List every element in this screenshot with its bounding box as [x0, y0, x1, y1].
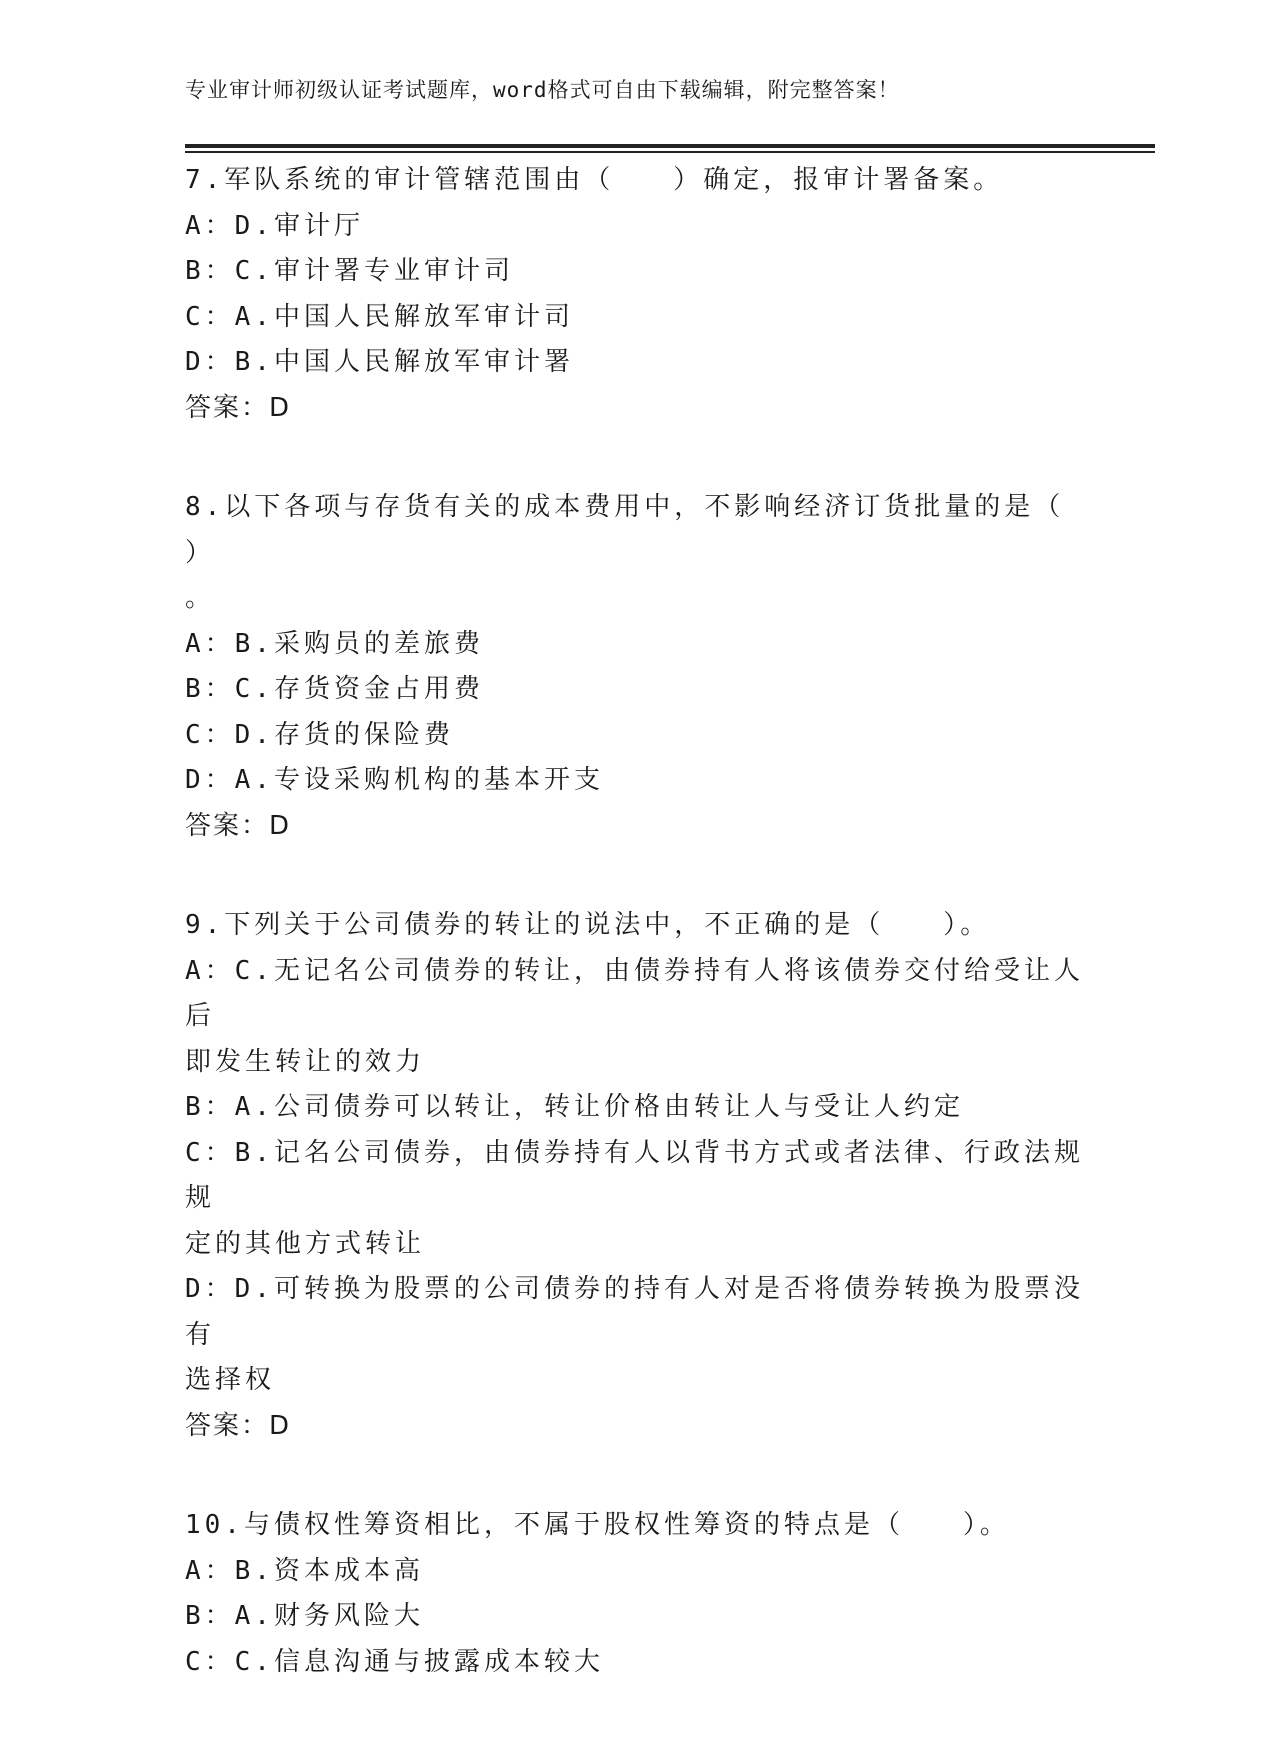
answer-option: C：A.中国人民解放军审计司: [185, 301, 574, 332]
question-block: [185, 903, 1085, 1449]
answer-key: 答案：D: [185, 392, 292, 423]
answer-option: A：B.采购员的差旅费: [185, 628, 484, 659]
answer-option: B：A.财务风险大: [185, 1601, 424, 1631]
question-block: [185, 158, 1085, 431]
answer-key: 答案：D: [185, 810, 292, 841]
answer-option: 选择权: [185, 1365, 276, 1395]
answer-option: A：B.资本成本高: [185, 1555, 424, 1586]
header-rule-thin: [185, 151, 1155, 153]
answer-option: C：B.记名公司债券，由债券持有人以背书方式或者法律、行政法规规: [185, 1137, 1084, 1213]
question-block: [185, 485, 1085, 849]
answer-option: 即发生转让的效力: [185, 1046, 426, 1077]
question-stem: 9.下列关于公司债券的转让的说法中，不正确的是（ ）。: [185, 910, 991, 940]
answer-option: D：B.中国人民解放军审计署: [185, 347, 574, 377]
document-header: 专业审计师初级认证考试题库，word格式可自由下载编辑，附完整答案！: [185, 78, 900, 102]
answer-option: A：D.审计厅: [185, 210, 364, 241]
answer-option: 定的其他方式转让: [185, 1228, 426, 1259]
answer-key: 答案：D: [185, 1410, 292, 1441]
answer-option: B：A.公司债券可以转让，转让价格由转让人与受让人约定: [185, 1092, 964, 1122]
answer-option: D：A.专设采购机构的基本开支: [185, 765, 604, 795]
question-stem: 8.以下各项与存货有关的成本费用中，不影响经济订货批量的是（ ）: [185, 492, 1084, 568]
answer-option: B：C.存货资金占用费: [185, 674, 484, 704]
answer-option: C：C.信息沟通与披露成本较大: [185, 1646, 604, 1677]
question-stem: 。: [185, 583, 216, 613]
question-stem: 10.与债权性筹资相比，不属于股权性筹资的特点是（ ）。: [185, 1510, 1010, 1540]
question-list: [185, 158, 1085, 1739]
question-stem: 7.军队系统的审计管辖范围由（ ）确定，报审计署备案。: [185, 165, 1004, 195]
question-block: [185, 1503, 1085, 1685]
answer-option: B：C.审计署专业审计司: [185, 256, 514, 286]
answer-option: C：D.存货的保险费: [185, 719, 454, 750]
answer-option: D：D.可转换为股票的公司债券的持有人对是否将债券转换为股票没有: [185, 1274, 1084, 1350]
answer-option: A：C.无记名公司债券的转让，由债券持有人将该债券交付给受让人后: [185, 955, 1084, 1031]
header-rule-thick: [185, 144, 1155, 148]
